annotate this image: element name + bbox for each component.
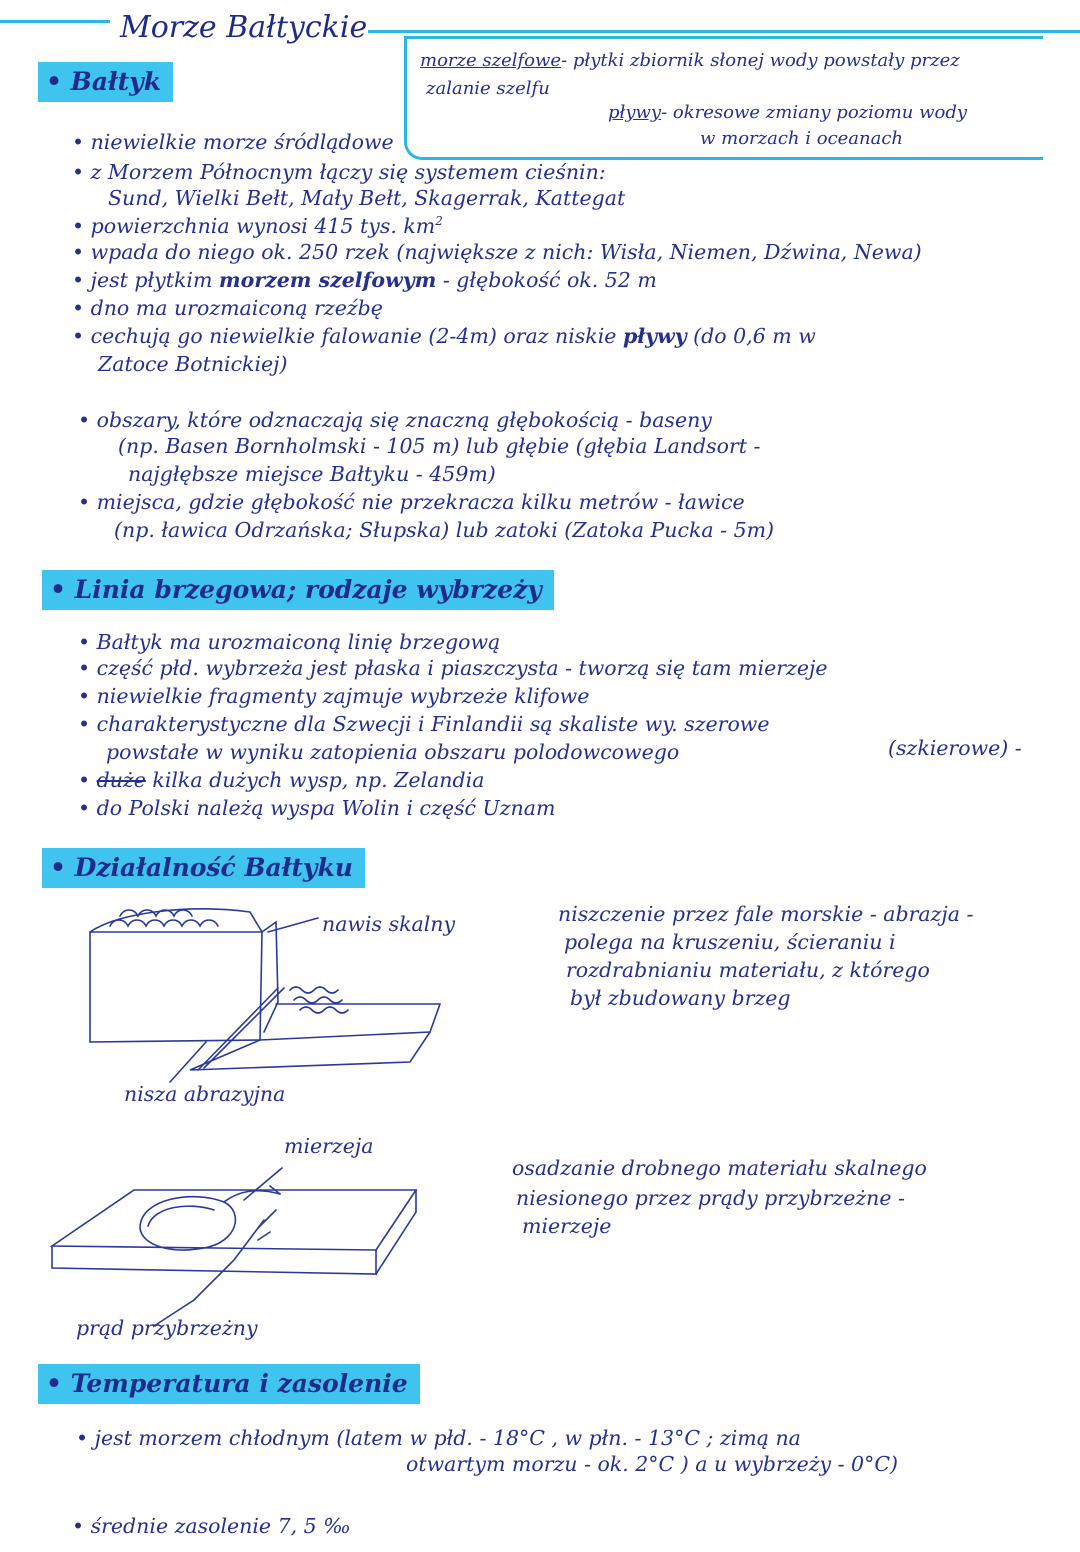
baltyk-line-13: • miejsca, gdzie głębokość nie przekracza kilku metrów - ławice xyxy=(78,490,745,514)
title-rule-right xyxy=(368,30,1080,33)
baltyk-line-8 xyxy=(72,324,816,348)
section-header-baltyk: • Bałtyk xyxy=(38,62,173,102)
baltyk-line-5: • wpada do niego ok. 250 rzek (największe z nich: Wisła, Niemen, Dźwina, Newa) xyxy=(72,240,922,264)
temperatura-line-3: • średnie zasolenie 7, 5 ‰ xyxy=(72,1514,351,1538)
baltyk-line-3: Sund, Wielki Bełt, Mały Bełt, Skagerrak, Kattegat xyxy=(108,186,626,210)
tides-def: - okresowe zmiany poziomu wody xyxy=(661,102,968,123)
tides-term: pływy xyxy=(608,102,662,123)
islands-bullet: • xyxy=(78,768,97,792)
title-rule-left xyxy=(0,20,110,23)
page-title: Morze Bałtyckie xyxy=(120,10,368,45)
deposit-text-2: niesionego przez prądy przybrzeżne - xyxy=(516,1186,905,1210)
baltyk-line-6 xyxy=(72,268,657,292)
baltyk-line-10: • obszary, które odznaczają się znaczną głębokością - baseny xyxy=(78,408,712,432)
linia-line-2: • część płd. wybrzeża jest płaska i piaszczysta - tworzą się tam mierzeje xyxy=(78,656,828,680)
linia-line-6 xyxy=(78,768,484,792)
waves-text-a: • cechują go niewielkie falowanie (2-4m) oraz niskie xyxy=(72,324,623,348)
linia-line-5: powstałe w wyniku zatopienia obszaru polodowcowego xyxy=(106,740,680,764)
linia-line-7: • do Polski należą wyspa Wolin i część Uznam xyxy=(78,796,556,820)
abrasion-text-2: polega na kruszeniu, ścieraniu i xyxy=(564,930,896,954)
shelf-text-a: • jest płytkim xyxy=(72,268,219,292)
definition-tides-cont: w morzach i oceanach xyxy=(700,128,904,149)
section-header-temperatura: • Temperatura i zasolenie xyxy=(38,1364,420,1404)
baltyk-line-1: • niewielkie morze śródlądowe xyxy=(72,130,394,154)
linia-line-1: • Bałtyk ma urozmaiconą linię brzegową xyxy=(78,630,501,654)
baltyk-line-14: (np. ławica Odrzańska; Słupska) lub zatoki (Zatoka Pucka - 5m) xyxy=(114,518,775,542)
label-mierzeja: mierzeja xyxy=(284,1134,374,1158)
waves-text-c: (do 0,6 m w xyxy=(686,324,816,348)
linia-line-4: • charakterystyczne dla Szwecji i Finlandii są skaliste wy. szerowe xyxy=(78,712,770,736)
waves-text-bold: pływy xyxy=(622,324,687,348)
label-nisza-abrazyjna: nisza abrazyjna xyxy=(124,1082,286,1106)
deposit-text-3: mierzeje xyxy=(522,1214,612,1238)
linia-line-3: • niewielkie fragmenty zajmuje wybrzeże klifowe xyxy=(78,684,590,708)
area-text: • powierzchnia wynosi 415 tys. km xyxy=(72,214,436,238)
shelf-sea-def: - płytki zbiornik słonej wody powstały przez xyxy=(561,50,960,71)
temperatura-line-2: otwartym morzu - ok. 2°C ) a u wybrzeży - 0°C) xyxy=(406,1452,899,1476)
abrasion-text-4: był zbudowany brzeg xyxy=(570,986,791,1010)
section-header-dzialalnosc: • Działalność Bałtyku xyxy=(42,848,365,888)
deposit-text-1: osadzanie drobnego materiału skalnego xyxy=(512,1156,927,1180)
baltyk-line-12: najgłębsze miejsce Bałtyku - 459m) xyxy=(128,462,496,486)
linia-line-4b: (szkierowe) - xyxy=(888,736,1022,760)
area-superscript: 2 xyxy=(435,214,443,229)
baltyk-line-4 xyxy=(72,214,443,238)
definition-shelf-sea xyxy=(420,50,960,71)
section-header-linia-brzegowa: • Linia brzegowa; rodzaje wybrzeży xyxy=(42,570,554,610)
baltyk-line-7: • dno ma urozmaiconą rzeźbę xyxy=(72,296,383,320)
baltyk-line-9: Zatoce Botnickiej) xyxy=(98,352,288,376)
abrasion-text-1: niszczenie przez fale morskie - abrazja - xyxy=(558,902,974,926)
shelf-text-c: - głębokość ok. 52 m xyxy=(436,268,657,292)
shelf-text-bold: morzem szelfowym xyxy=(218,268,437,292)
label-nawis-skalny: nawis skalny xyxy=(322,912,456,936)
shelf-sea-term: morze szelfowe xyxy=(420,50,562,71)
label-prad-przybrzezny: prąd przybrzeżny xyxy=(76,1316,258,1340)
abrasion-text-3: rozdrabnianiu materiału, z którego xyxy=(566,958,930,982)
baltyk-line-11: (np. Basen Bornholmski - 105 m) lub głębie (głębia Landsort - xyxy=(118,434,761,458)
definition-shelf-sea-cont: zalanie szelfu xyxy=(426,78,550,99)
baltyk-line-2: • z Morzem Północnym łączy się systemem cieśnin: xyxy=(72,160,606,184)
spit-sketch xyxy=(44,1150,424,1330)
definition-tides xyxy=(608,102,967,123)
islands-text: kilka dużych wysp, np. Zelandia xyxy=(145,768,485,792)
temperatura-line-1: • jest morzem chłodnym (latem w płd. - 18°C , w płn. - 13°C ; zimą na xyxy=(76,1426,801,1450)
islands-struck-word: duże xyxy=(96,768,146,792)
